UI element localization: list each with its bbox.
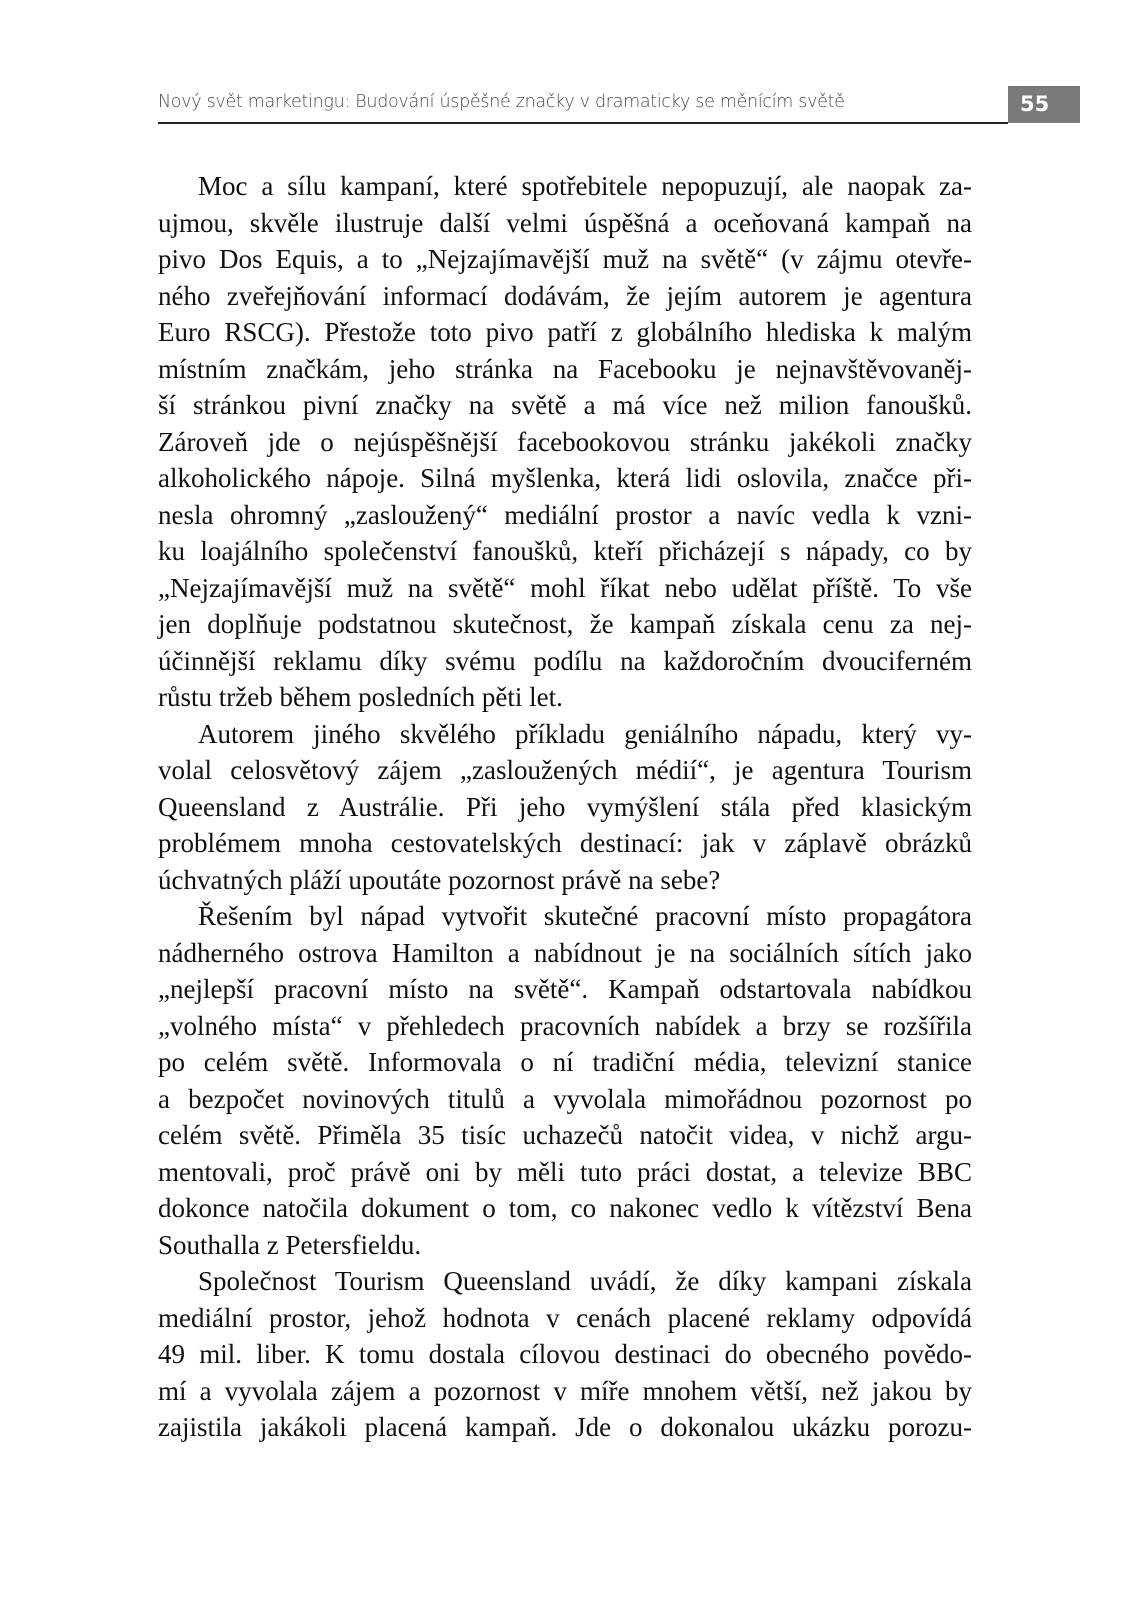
text-line: Euro RSCG). Přestože toto pivo patří z globálního hlediska k malým bbox=[158, 317, 972, 347]
paragraph bbox=[158, 168, 972, 716]
text-line: Řešením byl nápad vytvořit skutečné pracovní místo propagátora bbox=[198, 901, 972, 931]
text-line: nesla ohromný „zasloužený“ mediální prostor a navíc vedla k vzni- bbox=[158, 499, 972, 530]
text-line: růstu tržeb během posledních pěti let. bbox=[158, 682, 563, 712]
text-line: ší stránkou pivní značky na světě a má více než milion fanoušků. bbox=[158, 390, 972, 420]
text-line: „volného místa“ v přehledech pracovních nabídek a brzy se rozšířila bbox=[158, 1010, 972, 1041]
text-line: pivo Dos Equis, a to „Nejzajímavější muž na světě“ (v zájmu otevře- bbox=[158, 244, 972, 274]
text-line: zajistila jakákoli placená kampaň. Jde o dokonalou ukázku porozu- bbox=[158, 1412, 972, 1442]
text-line: celém světě. Přiměla 35 tisíc uchazečů natočit videa, v nichž argu- bbox=[158, 1120, 972, 1150]
text-line: 49 mil. liber. K tomu dostala cílovou destinaci do obecného povědo- bbox=[158, 1339, 972, 1369]
text-line: úchvatných pláží upoutáte pozornost právě na sebe? bbox=[158, 864, 721, 895]
page-number: 55 bbox=[1008, 86, 1080, 123]
text-line: „nejlepší pracovní místo na světě“. Kampaň odstartovala nabídkou bbox=[158, 974, 972, 1004]
text-line: ujmou, skvěle ilustruje další velmi úspěšná a oceňovaná kampaň na bbox=[158, 207, 972, 238]
text-line: po celém světě. Informovala o ní tradiční média, televizní stanice bbox=[158, 1047, 972, 1077]
paragraph bbox=[158, 716, 972, 899]
text-line: volal celosvětový zájem „zasloužených médií“, je agentura Tourism bbox=[158, 755, 972, 785]
text-line: ného zveřejňování informací dodávám, že jejím autorem je agentura bbox=[158, 280, 972, 311]
text-line: mentovali, proč právě oni by měli tuto práci dostat, a televize BBC bbox=[158, 1156, 972, 1187]
text-line: místním značkám, jeho stránka na Facebooku je nejnavštěvovaněj- bbox=[158, 353, 972, 384]
text-line: mediální prostor, jehož hodnota v cenách placené reklamy odpovídá bbox=[158, 1302, 972, 1333]
text-line: „Nejzajímavější muž na světě“ mohl říkat nebo udělat příště. To vše bbox=[158, 572, 972, 603]
text-line: a bezpočet novinových titulů a vyvolala mimořádnou pozornost po bbox=[158, 1083, 972, 1114]
body-text bbox=[158, 168, 972, 1446]
paragraph bbox=[158, 1263, 972, 1446]
running-header-title: Nový svět marketingu: Budování úspěšné značky v dramaticky se měnícím světě bbox=[158, 92, 845, 112]
text-line: jen doplňuje podstatnou skutečnost, že kampaň získala cenu za nej- bbox=[158, 609, 972, 639]
text-line: účinnější reklamu díky svému podílu na každoročním dvouciferném bbox=[158, 645, 972, 676]
text-line: Autorem jiného skvělého příkladu geniálního nápadu, který vy- bbox=[198, 718, 972, 749]
text-line: mí a vyvolala zájem a pozornost v míře mnohem větší, než jakou by bbox=[158, 1375, 972, 1406]
text-line: Společnost Tourism Queensland uvádí, že díky kampani získala bbox=[198, 1266, 972, 1296]
text-line: Zároveň jde o nejúspěšnější facebookovou stránku jakékoli značky bbox=[158, 426, 972, 457]
paragraph bbox=[158, 898, 972, 1263]
text-line: dokonce natočila dokument o tom, co nakonec vedlo k vítězství Bena bbox=[158, 1193, 972, 1223]
text-line: ku loajálního společenství fanoušků, kteří přicházejí s nápady, co by bbox=[158, 536, 972, 566]
text-line: Moc a sílu kampaní, které spotřebitele nepopuzují, ale naopak za- bbox=[198, 171, 972, 201]
text-line: Queensland z Austrálie. Při jeho vymýšlení stála před klasickým bbox=[158, 791, 972, 822]
text-line: Southalla z Petersfieldu. bbox=[158, 1229, 422, 1260]
text-line: problémem mnoha cestovatelských destinací: jak v záplavě obrázků bbox=[158, 828, 972, 858]
text-line: nádherného ostrova Hamilton a nabídnout je na sociálních sítích jako bbox=[158, 937, 972, 968]
text-line: alkoholického nápoje. Silná myšlenka, která lidi oslovila, značce při- bbox=[158, 463, 972, 493]
header-divider bbox=[158, 122, 1008, 124]
